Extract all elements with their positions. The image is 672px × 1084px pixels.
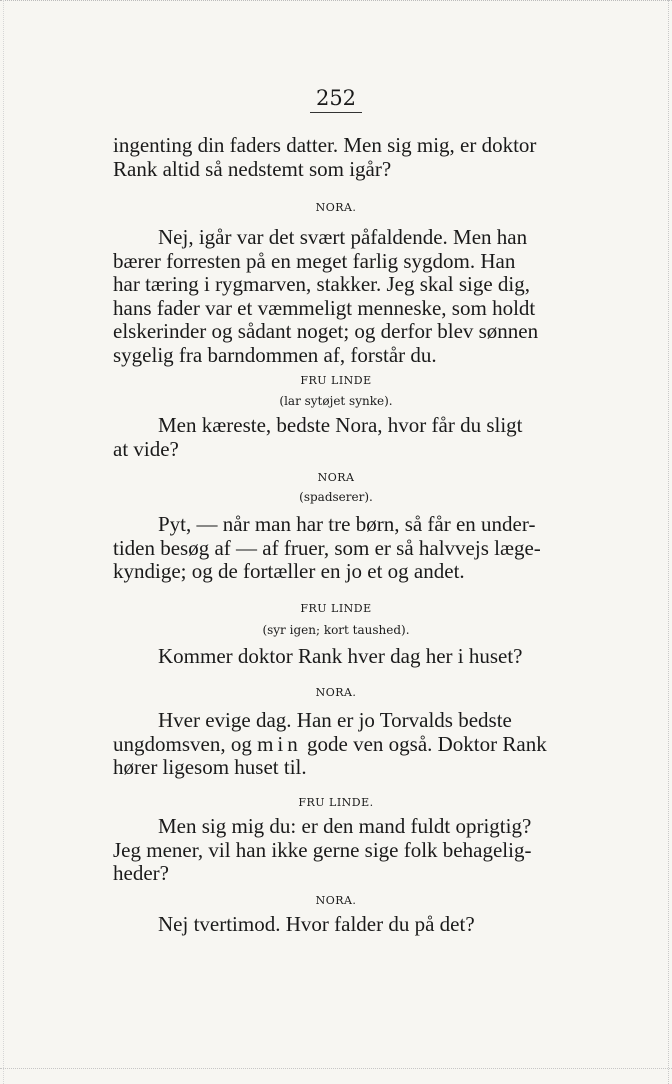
- dialogue-block-2: [113, 226, 597, 367]
- dialogue-block-3: [113, 414, 597, 461]
- speaker-nora: NORA.: [315, 201, 357, 214]
- text-line: tiden besøg af — af fruer, som er så halvvejs læge-: [113, 535, 541, 560]
- speaker-fru-linde: FRU LINDE: [300, 374, 372, 387]
- dialogue-block-1: [113, 134, 597, 181]
- text-line: Nej, igår var det svært påfaldende. Men han: [158, 225, 528, 249]
- text-line: Hver evige dag. Han er jo Torvalds bedste: [158, 708, 512, 732]
- scan-edge-left: [3, 0, 5, 1084]
- text-line: heder?: [113, 861, 169, 885]
- speaker-nora: NORA.: [315, 686, 357, 699]
- speaker-nora: NORA: [317, 471, 355, 484]
- text-line: Men sig mig du: er den mand fuldt oprigtig?: [158, 814, 532, 838]
- scan-edge-right: [667, 0, 669, 1084]
- text-line: Men kæreste, bedste Nora, hvor får du sligt: [158, 413, 523, 437]
- stage-direction: (lar sytøjet synke).: [279, 394, 393, 408]
- text-line: ingenting din faders datter. Men sig mig, er doktor: [113, 133, 537, 157]
- text-line: hører ligesom huset til.: [113, 755, 307, 779]
- dialogue-block-7: [113, 815, 597, 886]
- text-line: ungdomsven, og min gode ven også. Doktor Rank: [113, 731, 547, 756]
- text-line: elskerinder og sådant noget; og derfor blev sønnen: [113, 319, 539, 343]
- scan-edge-bottom: [0, 1068, 672, 1070]
- stage-direction: (syr igen; kort taushed).: [262, 623, 410, 637]
- dialogue-block-4: [113, 513, 597, 584]
- text-line: sygelig fra barndommen af, forstår du.: [113, 342, 437, 367]
- text-line: Nej tvertimod. Hvor falder du på det?: [158, 912, 475, 936]
- text-line: Kommer doktor Rank hver dag her i huset?: [158, 644, 523, 668]
- text-line: har tæring i rygmarven, stakker. Jeg skal sige dig,: [113, 272, 530, 296]
- speaker-fru-linde: FRU LINDE: [300, 602, 372, 615]
- speaker-nora: NORA.: [315, 894, 357, 907]
- dialogue-block-5: [113, 645, 597, 669]
- dialogue-block-6: [113, 709, 597, 780]
- text-line: bærer forresten på en meget farlig sygdom. Han: [113, 248, 516, 273]
- stage-direction: (spadserer).: [299, 490, 373, 504]
- emphasized-word: min: [257, 731, 302, 756]
- dialogue-block-8: [113, 913, 597, 937]
- page-number: 252: [0, 86, 672, 110]
- text-line: hans fader var et væmmeligt menneske, som holdt: [113, 295, 536, 320]
- speaker-fru-linde: FRU LINDE.: [298, 796, 374, 809]
- text-line: Pyt, — når man har tre børn, så får en under-: [158, 512, 536, 536]
- text-line: kyndige; og de fortæller en jo et og andet.: [113, 559, 465, 583]
- text-line: Jeg mener, vil han ikke gerne sige folk behagelig-: [113, 837, 532, 862]
- scan-edge-top: [0, 0, 672, 3]
- text-line: at vide?: [113, 436, 179, 461]
- text-line: Rank altid så nedstemt som igår?: [113, 156, 392, 181]
